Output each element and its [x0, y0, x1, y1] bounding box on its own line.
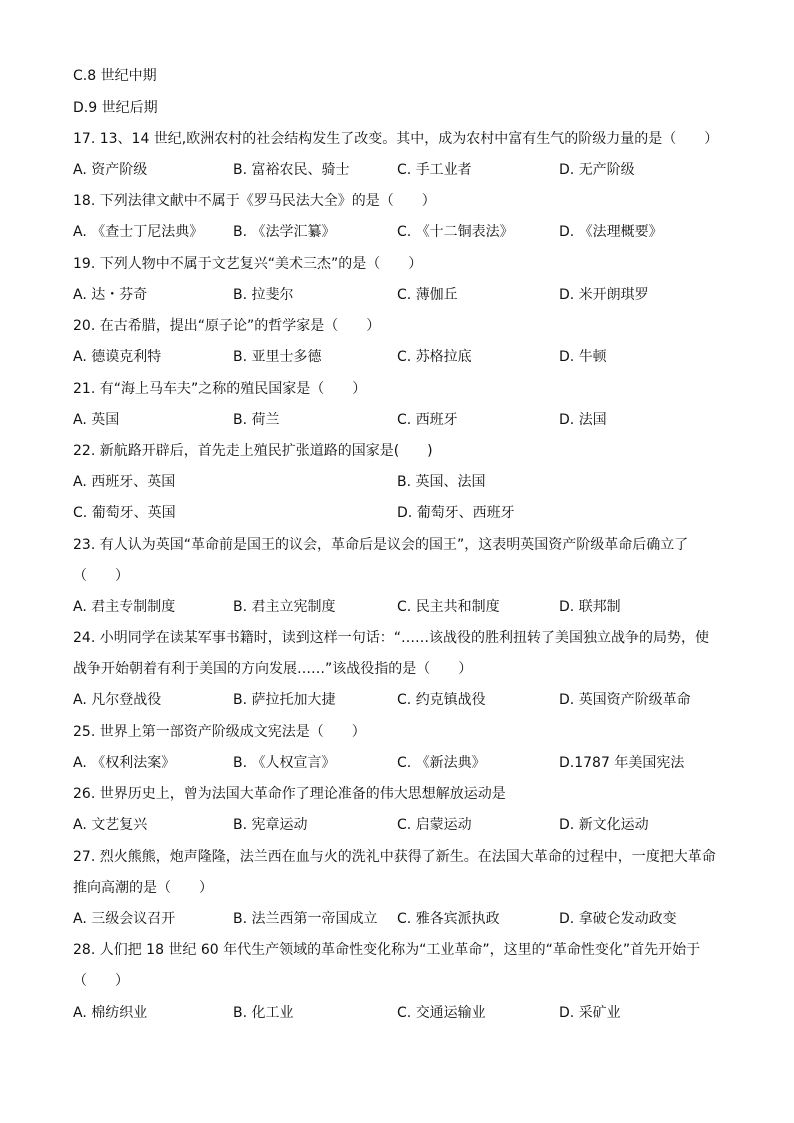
option-d: D. 拿破仑发动政变	[559, 911, 677, 927]
option-c: C. 《新法典》	[397, 755, 486, 771]
question-text: 下列人物中不属于文艺复兴“美术三杰”的是（ ）	[99, 256, 423, 272]
question-19-stem	[73, 255, 422, 273]
option-c-prev	[73, 67, 157, 85]
question-text: 人们把 18 世纪 60 年代生产领域的革命性变化称为“工业革命”，这里的“革命性变化”首先开始于	[99, 942, 701, 958]
question-number: 27.	[73, 849, 96, 865]
option-b: B. 萨拉托加大捷	[233, 692, 336, 708]
question-text: 小明同学在读某军事书籍时，读到这样一句话：“……该战役的胜利扭转了美国独立战争的局势，使	[99, 630, 709, 646]
option-d: D. 英国资产阶级革命	[559, 692, 691, 708]
question-number: 23.	[73, 537, 96, 553]
option-c: C. 葡萄牙、英国	[73, 505, 176, 521]
option-d: D.1787 年美国宪法	[559, 755, 685, 771]
question-17-stem	[73, 130, 718, 148]
option-a: A. 君主专制制度	[73, 599, 176, 615]
option-a: A. 凡尔登战役	[73, 692, 162, 708]
option-c: C. 约克镇战役	[397, 692, 486, 708]
question-24-stem	[73, 629, 709, 647]
question-21-stem	[73, 380, 366, 398]
option-a: A. 达・芬奇	[73, 287, 148, 303]
option-c: C. 雅各宾派执政	[397, 911, 500, 927]
option-d-prev	[73, 99, 158, 117]
option-c: C. 《十二铜表法》	[397, 224, 514, 240]
option-d: D. 《法理概要》	[559, 224, 663, 240]
question-text: 在古希腊，提出“原子论”的哲学家是（ ）	[99, 318, 381, 334]
question-text: 13、14 世纪,欧洲农村的社会结构发生了改变。其中，成为农村中富有生气的阶级力量的是（ ）	[99, 131, 719, 147]
question-28-stem-cont	[73, 972, 129, 990]
question-26-options	[73, 816, 733, 834]
question-27-options	[73, 910, 733, 928]
question-20-options	[73, 348, 733, 366]
option-d: D. 采矿业	[559, 1005, 621, 1021]
option-d: D. 新文化运动	[559, 817, 649, 833]
option-b: B. 富裕农民、骑士	[233, 162, 350, 178]
option-d: D. 葡萄牙、西班牙	[397, 505, 515, 521]
question-17-options	[73, 161, 733, 179]
question-text: 下列法律文献中不属于《罗马民法大全》的是（ ）	[99, 193, 436, 209]
option-d: D. 牛顿	[559, 349, 607, 365]
option-a: A. 《权利法案》	[73, 755, 176, 771]
question-22-options-row1	[73, 473, 733, 491]
question-text-cont: 战争开始朝着有利于美国的方向发展……”该战役指的是（ ）	[73, 661, 473, 677]
question-number: 21.	[73, 381, 96, 397]
option-a: A. 文艺复兴	[73, 817, 148, 833]
question-24-options	[73, 691, 733, 709]
option-d: D. 无产阶级	[559, 162, 635, 178]
option-a: A. 西班牙、英国	[73, 474, 176, 490]
option-c: C. 西班牙	[397, 412, 458, 428]
option-b: B. 亚里士多德	[233, 349, 322, 365]
question-22-options-row2	[73, 504, 733, 522]
question-25-options	[73, 754, 733, 772]
question-22-stem	[73, 442, 433, 460]
option-b: B. 法兰西第一帝国成立	[233, 911, 378, 927]
question-20-stem	[73, 317, 380, 335]
question-24-stem-cont	[73, 660, 472, 678]
question-23-stem	[73, 536, 688, 554]
question-text: 烈火熊熊，炮声隆隆，法兰西在血与火的洗礼中获得了新生。在法国大革命的过程中，一度把大革命	[99, 849, 716, 865]
question-number: 18.	[73, 193, 96, 209]
question-number: 22.	[73, 443, 96, 459]
option-b: B. 宪章运动	[233, 817, 308, 833]
question-number: 26.	[73, 786, 96, 802]
question-25-stem	[73, 723, 366, 741]
question-text: 有人认为英国“革命前是国王的议会，革命后是议会的国王”，这表明英国资产阶级革命后确立了	[99, 537, 689, 553]
option-a: A. 三级会议召开	[73, 911, 176, 927]
option-text: 8 世纪中期	[87, 68, 157, 84]
option-c: C. 苏格拉底	[397, 349, 472, 365]
option-b: B. 《人权宣言》	[233, 755, 336, 771]
option-a: A. 英国	[73, 412, 120, 428]
option-d: D. 米开朗琪罗	[559, 287, 649, 303]
question-27-stem-cont	[73, 879, 213, 897]
option-b: B. 英国、法国	[397, 474, 486, 490]
option-a: A. 资产阶级	[73, 162, 148, 178]
question-number: 24.	[73, 630, 96, 646]
option-a: A. 德谟克利特	[73, 349, 162, 365]
option-d: D. 法国	[559, 412, 607, 428]
option-b: B. 君主立宪制度	[233, 599, 336, 615]
question-18-options	[73, 223, 733, 241]
option-c: C. 启蒙运动	[397, 817, 472, 833]
question-text-cont: （ ）	[73, 568, 129, 584]
question-number: 25.	[73, 724, 96, 740]
question-23-options	[73, 598, 733, 616]
question-text: 新航路开辟后，首先走上殖民扩张道路的国家是( )	[99, 443, 433, 459]
question-number: 17.	[73, 131, 96, 147]
option-c: C. 薄伽丘	[397, 287, 458, 303]
question-number: 20.	[73, 318, 96, 334]
option-a: A. 棉纺织业	[73, 1005, 148, 1021]
question-text: 世界上第一部资产阶级成文宪法是（ ）	[99, 724, 366, 740]
option-c: C. 手工业者	[397, 162, 472, 178]
question-19-options	[73, 286, 733, 304]
question-text-cont: 推向高潮的是（ ）	[73, 880, 213, 896]
question-number: 28.	[73, 942, 96, 958]
option-text: 9 世纪后期	[88, 100, 158, 116]
question-23-stem-cont	[73, 567, 129, 585]
question-27-stem	[73, 848, 716, 866]
option-d: D. 联邦制	[559, 599, 621, 615]
question-text: 有“海上马车夫”之称的殖民国家是（ ）	[99, 381, 367, 397]
option-a: A. 《查士丁尼法典》	[73, 224, 204, 240]
question-number: 19.	[73, 256, 96, 272]
option-b: B. 《法学汇纂》	[233, 224, 336, 240]
question-text-cont: （ ）	[73, 973, 129, 989]
option-c: C. 交通运输业	[397, 1005, 486, 1021]
option-b: B. 拉斐尔	[233, 287, 294, 303]
question-text: 世界历史上，曾为法国大革命作了理论准备的伟大思想解放运动是	[99, 786, 506, 802]
question-26-stem	[73, 785, 506, 803]
option-b: B. 化工业	[233, 1005, 294, 1021]
option-b: B. 荷兰	[233, 412, 280, 428]
question-21-options	[73, 411, 733, 429]
question-28-stem	[73, 941, 700, 959]
option-label: D.	[73, 100, 89, 116]
question-18-stem	[73, 192, 436, 210]
question-28-options	[73, 1004, 733, 1022]
option-label: C.	[73, 68, 88, 84]
option-c: C. 民主共和制度	[397, 599, 500, 615]
